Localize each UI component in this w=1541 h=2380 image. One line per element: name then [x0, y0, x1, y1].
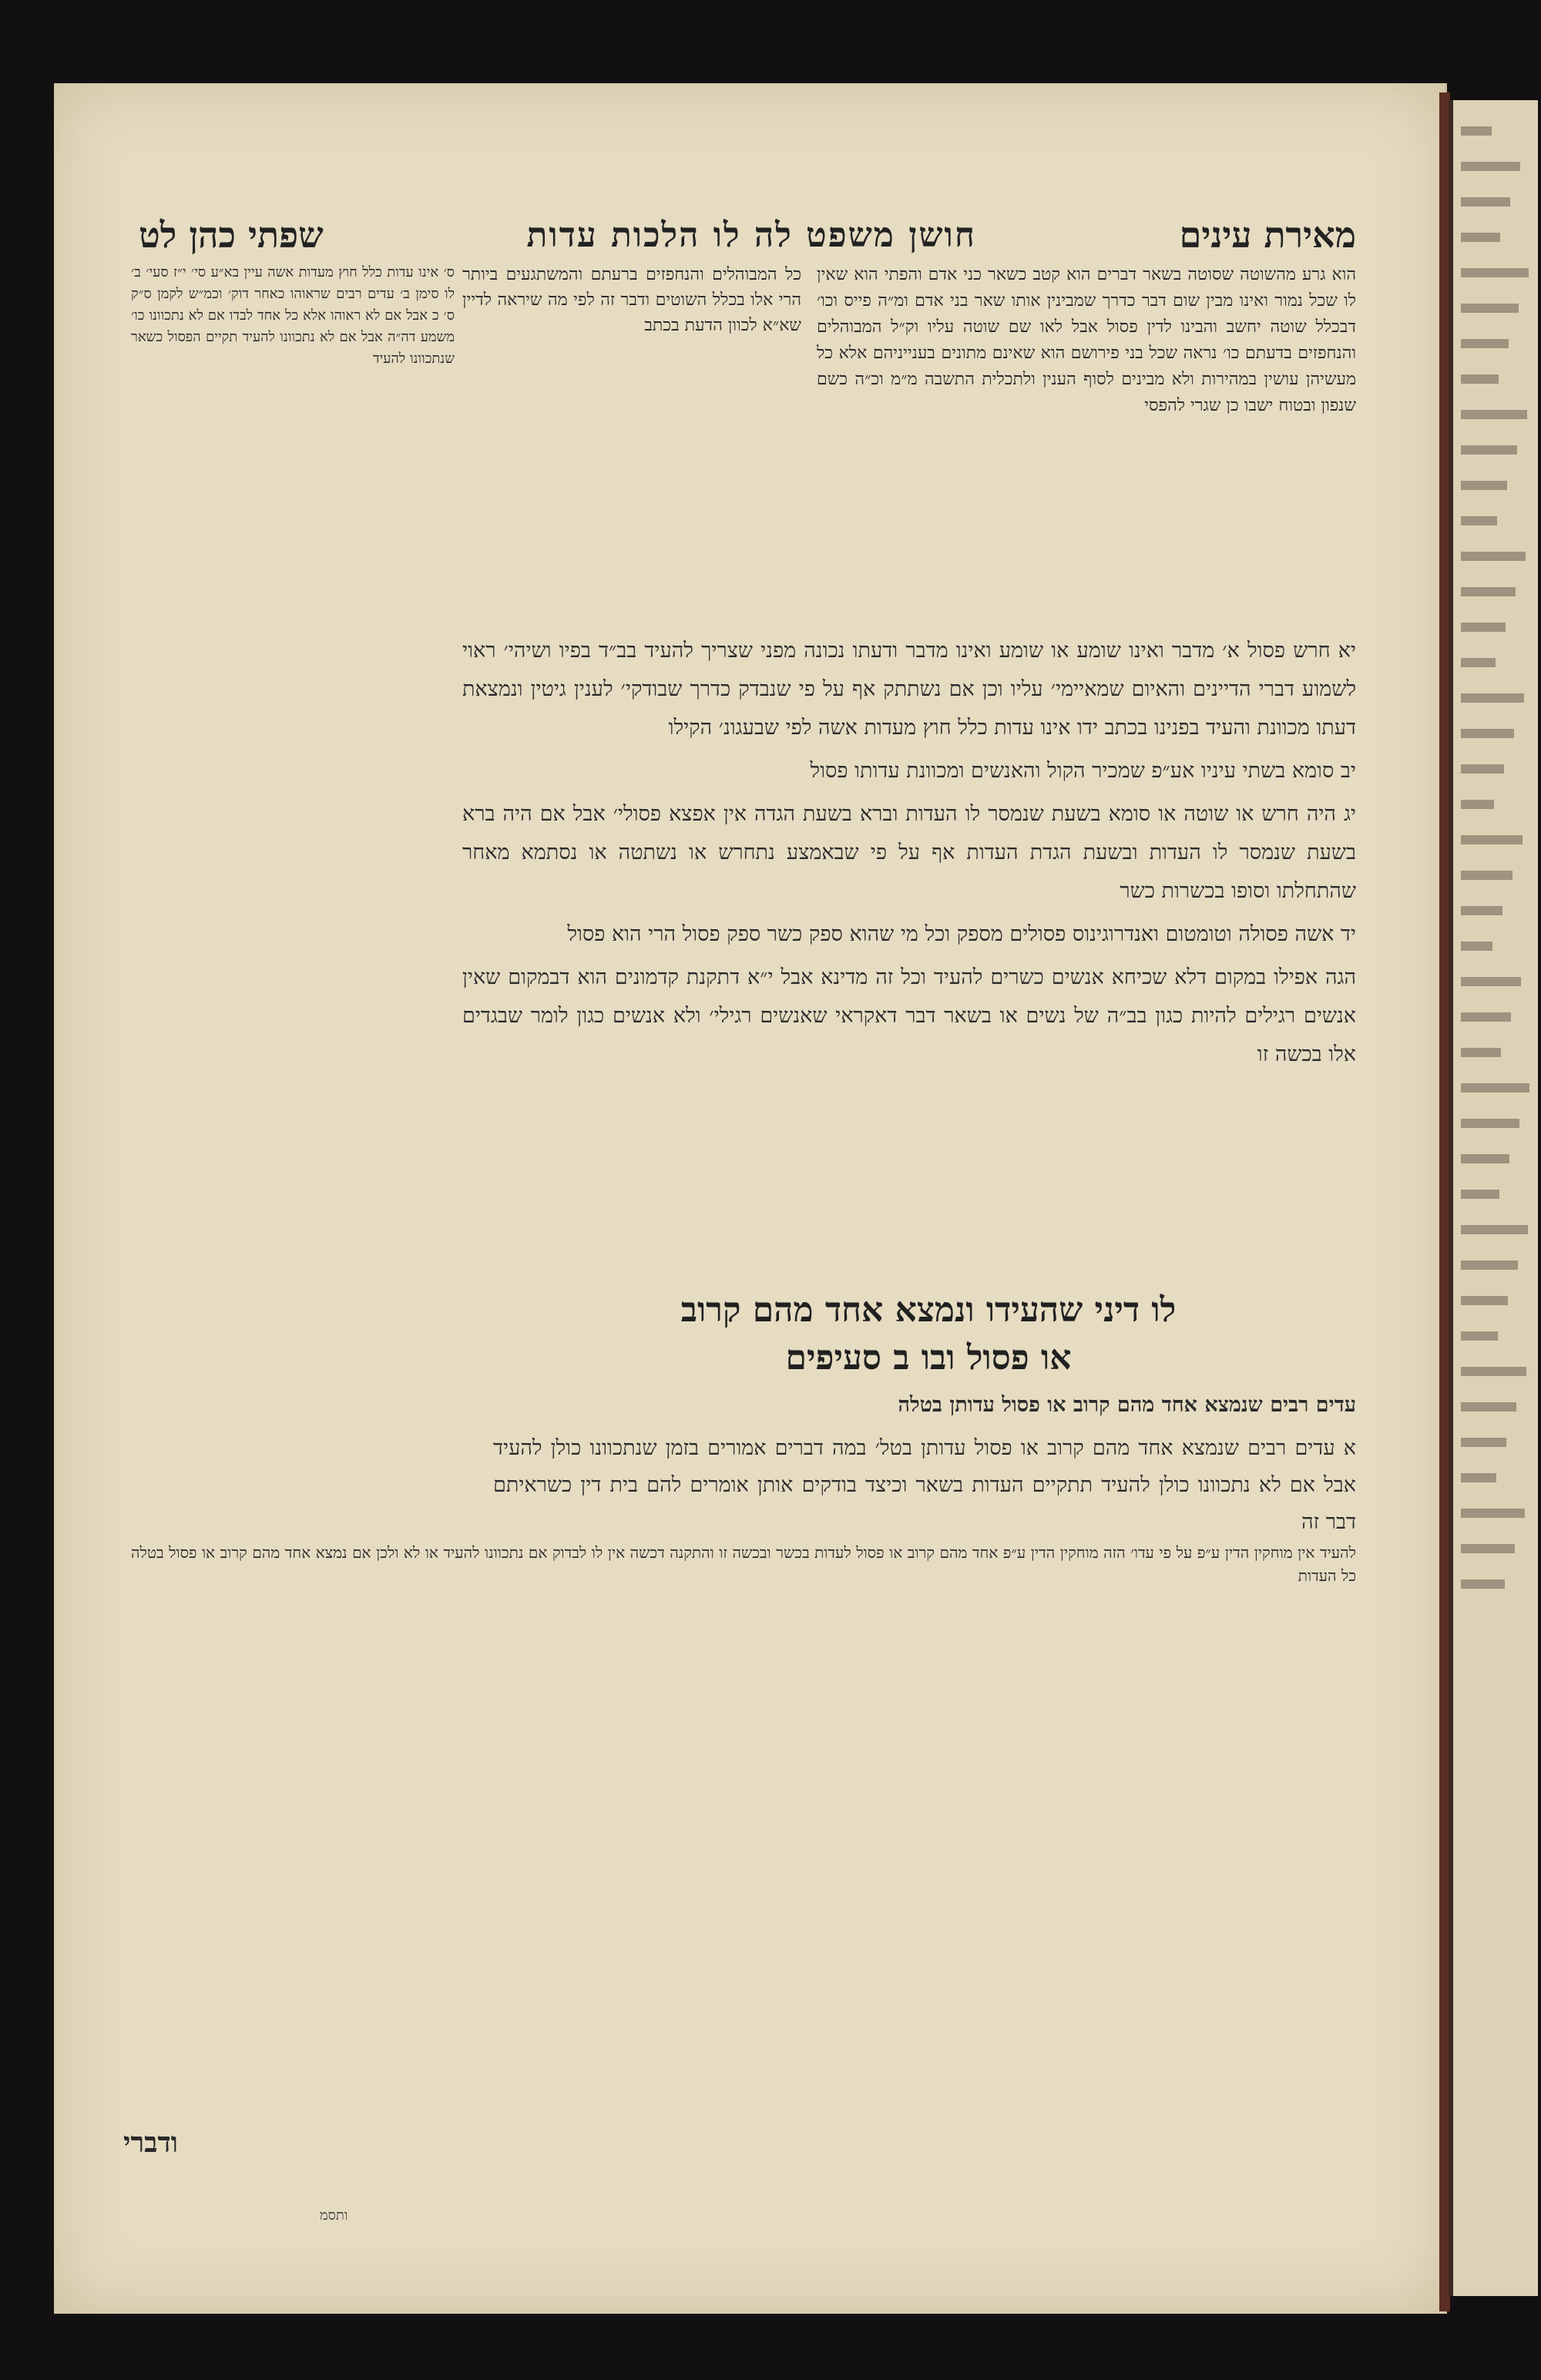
section-subheading: עדים רבים שנמצא אחד מהם קרוב או פסול עדותן בטלה: [898, 1393, 1356, 1417]
edge-text-line: [1461, 623, 1506, 632]
main-text-block: [462, 632, 1356, 1074]
edge-text-line: [1461, 800, 1494, 809]
edge-text-line: [1461, 1296, 1508, 1305]
edge-text-line: [1461, 871, 1512, 880]
edge-text-line: [1461, 764, 1504, 774]
edge-text-line: [1461, 1579, 1505, 1589]
edge-text-line: [1461, 339, 1509, 348]
edge-text-line: [1461, 233, 1500, 242]
header-left-title: שפתי כהן לט: [139, 214, 324, 256]
header-right-title: מאירת עינים: [1179, 214, 1356, 256]
edge-text-line: [1461, 304, 1519, 313]
commentary-right-column: הוא גרע מהשוטה שסוטה בשאר דברים הוא קטב כשאר כני אדם והפתי הוא שאין לו שכל נמור ואינו מבין שום דבר כדרך שמבינין אותו שאר בני אדם ומ״ה פייס וכו׳ דבכלל שוטה יחשב והבינו לדין פסול אבל לאו שם שוטה עליו וק״ל המבוהלים והנחפזים בדעתם כו׳ נראה שכל בני פירושם הוא שאינם מתונים בענייניהם אלא כל מעשיהן עושין במהירות ולא מבינים לסוף הענין ולתכלית התשבה מ״מ וכ״ה כשם שנפון ובטוח ישבו כן שגרי להפסי: [817, 265, 1356, 415]
commentary-left-column: ס׳ אינו עדות כלל חוץ מעדות אשה עיין בא״ע סי׳ י״ז סעי׳ ב׳ לו סימן ב׳ עדים רבים שראוהו כאחר דוק׳ וכמ״ש לקמן ס״ק ס׳ כ אבל אם לא ראוהו אלא כל אחד לבדו אם לא נתכוונו כו׳ משמע דה״ה אבל אם לא נתכוונו להעיד תקיים הפסול כשאר שנתכוונו להעיד: [131, 264, 455, 367]
edge-text-line: [1461, 1402, 1516, 1412]
edge-text-line: [1461, 1331, 1498, 1341]
edge-text-line: [1461, 1260, 1518, 1270]
section-body: [493, 1387, 1356, 1541]
edge-text-line: [1461, 1083, 1529, 1093]
paragraph-11: יא חרש פסול א׳ מדבר ואינו שומע או שומע ואינו מדבר ודעתו נכונה מפני שצריך להעיד בב״ד בפיו ושיהי׳ ראוי לשמוע דברי הדיינים והאיום שמאיימי׳ עליו וכן אם נשתתק אף על פי שנבדק כדרך שבודקי׳ לענין גיטין ונמצאת דעתו מכוונת והעיד בפנינו בכתב ידו אינו עדות כלל חוץ מעדות אשה לפי שבעגונ׳ הקילו: [462, 639, 1356, 740]
edge-text-line: [1461, 1012, 1511, 1022]
edge-text-line: [1461, 1509, 1525, 1518]
edge-text-line: [1461, 1154, 1509, 1163]
edge-text-line: [1461, 1473, 1496, 1482]
edge-text-line: [1461, 126, 1492, 136]
edge-text-line: [1461, 552, 1526, 561]
edge-text-line: [1461, 1190, 1499, 1199]
bottom-commentary: להעיד אין מוחקין הדין ע״פ על פי עדו׳ הזה מוחקין הדין ע״פ אחד מהם קרוב או פסול לעדות בכשר ובכשה זו והתקנה דכשה אין לו לבדוק אם נתכוונו להעיד או לא ולכן אם נמצא אחד מהם קרוב או פסול בטלה כל העדות: [131, 1543, 1356, 1585]
edge-text-line: [1461, 374, 1499, 384]
section-title: [501, 1287, 1356, 1382]
edge-text-line: [1461, 1048, 1501, 1057]
commentary-middle-column: כל המבוהלים והנחפזים ברעתם והמשתגעים ביותר הרי אלו בכלל השוטים ודבר זה לפי מה שיראה לדיין שא״א לכוון הדעת בכתב: [462, 265, 801, 335]
header-center-title: חושן משפט לה לו הלכות עדות: [526, 215, 976, 255]
edge-text-line: [1461, 942, 1492, 951]
edge-text-line: [1461, 906, 1502, 915]
edge-text-line: [1461, 658, 1496, 667]
edge-text-line: [1461, 1438, 1506, 1447]
paragraph-gloss: הגה אפילו במקום דלא שכיחא אנשים כשרים להעיד וכל זה מדינא אבל י״א דתקנת קדמונים הוא דבמקום שאין אנשים רגילים להיות כגון בב״ה של נשים או בשאר דבר דאקראי שאנשים רגילי׳ ולא אנשים כגון לומר שבגדים אלו בכשה זו: [462, 965, 1356, 1066]
paragraph-12: יב סומא בשתי עיניו אע״פ שמכיר הקול והאנשים ומכוונת עדותו פסול: [810, 759, 1356, 783]
section-title-line2: או פסול ובו ב סעיפים: [785, 1338, 1072, 1378]
edge-text-line: [1461, 197, 1510, 206]
edge-text-line: [1461, 410, 1527, 419]
edge-text-line: [1461, 977, 1521, 986]
section-paragraph: א עדים רבים שנמצא אחד מהם קרוב או פסול עדותן בטל׳ במה דברים אמורים בזמן שנתכוונו כולן להעיד אבל אם לא נתכוונו כולן להעיד תתקיים העדות בשאר וכיצד בודקים אותן אומרים להם בית דין כשראיתם דבר זה: [493, 1436, 1356, 1534]
edge-text-line: [1461, 693, 1524, 703]
edge-text-line: [1461, 268, 1529, 277]
edge-text-line: [1461, 162, 1520, 171]
edge-text-line: [1461, 1225, 1528, 1234]
section-title-line1: לו דיני שהעידו ונמצא אחד מהם קרוב: [680, 1291, 1177, 1330]
edge-text-line: [1461, 1544, 1515, 1553]
running-header: [139, 208, 1356, 262]
edge-text-line: [1461, 516, 1497, 525]
catchword: ודברי: [123, 2127, 178, 2159]
edge-text-line: [1461, 729, 1514, 738]
edge-text-line: [1461, 835, 1523, 844]
signature-mark: ותסמ: [320, 2207, 348, 2224]
paragraph-14: יד אשה פסולה וטומטום ואנדרוגינוס פסולים מספק וכל מי שהוא ספק כשר ספק פסול הרי הוא פסול: [567, 922, 1356, 946]
edge-text-line: [1461, 445, 1517, 455]
edge-text-line: [1461, 587, 1516, 596]
paragraph-13: יג היה חרש או שוטה או סומא בשעת שנמסר לו העדות וברא בשעת הגדה אין אפצא פסולי׳ אבל אם היה ברא בשעת שנמסר לו העדות ובשעת הגדת העדות אף על פי שבאמצע נתחרש או נשתטה או נסתמא מאחר שהתחלתו וסופו בכשרות כשר: [462, 802, 1356, 903]
edge-text-line: [1461, 481, 1507, 490]
edge-text-line: [1461, 1367, 1526, 1376]
edge-text-line: [1461, 1119, 1519, 1128]
adjacent-page-edge: [1449, 100, 1538, 2296]
